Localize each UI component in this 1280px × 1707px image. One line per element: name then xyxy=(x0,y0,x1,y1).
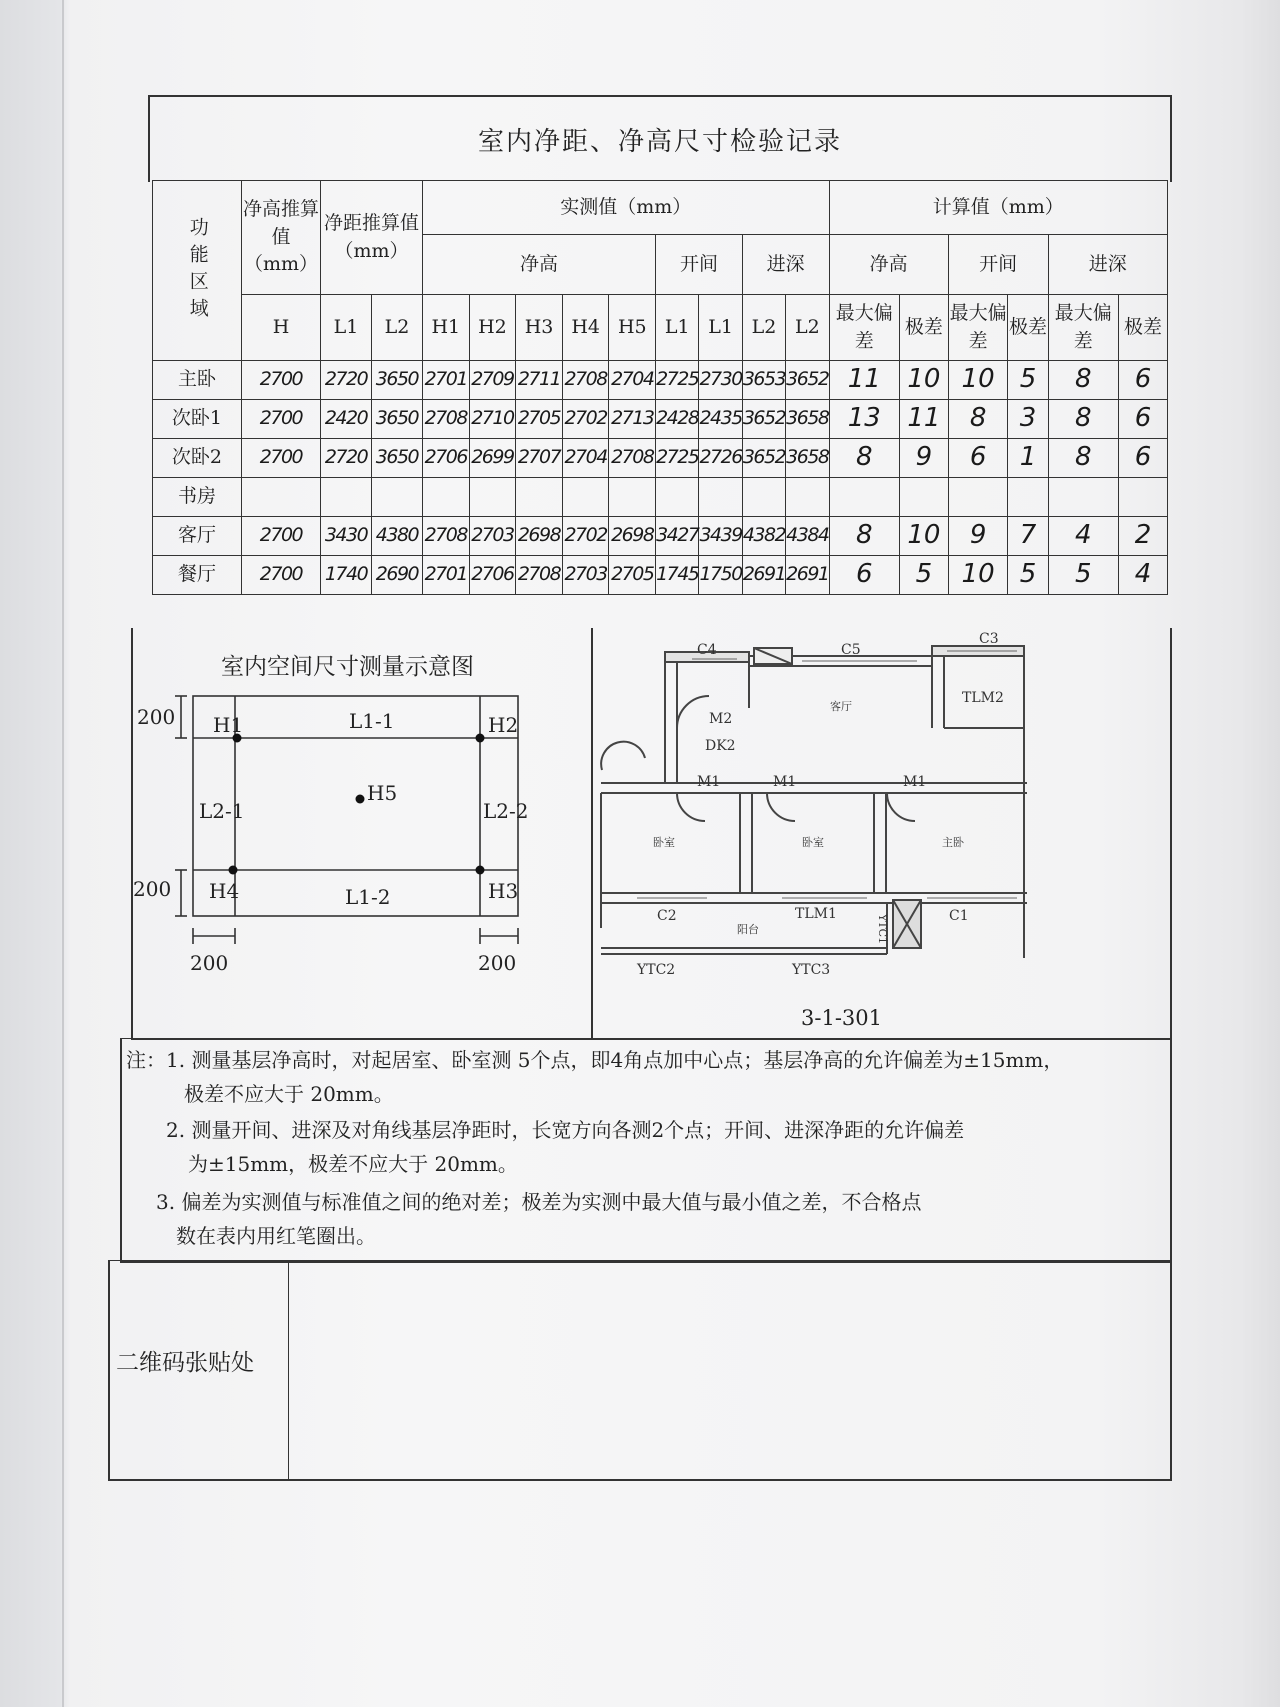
plan-m2: M2 xyxy=(709,711,733,727)
point-h2 xyxy=(476,734,485,743)
cell-dep-max: 8 xyxy=(1048,361,1118,400)
cell-nh-range: 5 xyxy=(900,556,949,595)
row-area-label: 客厅 xyxy=(153,517,242,556)
plan-c1: C1 xyxy=(949,908,969,924)
cell-dep-range: 2 xyxy=(1118,517,1167,556)
row-area-label: 书房 xyxy=(153,478,242,517)
cell-dep-range: 6 xyxy=(1118,361,1167,400)
cell-bay-max: 9 xyxy=(948,517,1008,556)
note-line-1: 注：1. 测量基层净高时，对起居室、卧室测 5个点，即4角点加中心点；基层净高的允许偏差为±15mm， xyxy=(126,1048,1064,1072)
cell-H: 2700 xyxy=(241,400,320,439)
cell-nh-range: 10 xyxy=(900,361,949,400)
plan-ytc1: YTC1 xyxy=(876,914,889,945)
cell-h4: 2702 xyxy=(562,517,609,556)
qr-label-cell xyxy=(110,1261,289,1479)
col-depth-range: 极差 xyxy=(1118,295,1167,361)
height-estimate-header: 净高推算值（mm） xyxy=(241,181,320,295)
table-row xyxy=(153,439,1168,478)
plan-m1-a: M1 xyxy=(697,774,721,790)
cell-L2: 2690 xyxy=(372,556,423,595)
note-line-6: 数在表内用红笔圈出。 xyxy=(176,1224,376,1248)
cell-m-l2a: 2691 xyxy=(742,556,785,595)
cell-bay-range: 5 xyxy=(1008,556,1048,595)
calc-bay-header: 开间 xyxy=(948,235,1048,295)
cell-dep-range: 6 xyxy=(1118,439,1167,478)
cell-nh-max: 8 xyxy=(829,517,899,556)
plan-living-room: 客厅 xyxy=(830,700,852,713)
cell-dep-max: 5 xyxy=(1048,556,1118,595)
table-row xyxy=(153,400,1168,439)
cell-bay-range: 1 xyxy=(1008,439,1048,478)
dim-bottom-a: 200 xyxy=(190,951,229,975)
cell-L2: 3650 xyxy=(372,400,423,439)
cell-H: 2700 xyxy=(241,439,320,478)
table-body xyxy=(153,361,1168,595)
cell-h5: 2698 xyxy=(609,517,656,556)
label-l1-2: L1-2 xyxy=(345,885,391,909)
cell-m-l2a: 3652 xyxy=(742,400,785,439)
col-L2: L2 xyxy=(372,295,423,361)
cell-m-l1a: 2428 xyxy=(656,400,699,439)
cell-m-l1b: 2726 xyxy=(699,439,742,478)
cell-m-l2b: 3658 xyxy=(786,439,829,478)
measurement-schematic xyxy=(133,688,583,988)
section-divider xyxy=(591,628,593,1038)
measured-header: 实测值（mm） xyxy=(422,181,829,235)
cell-bay-max: 6 xyxy=(948,439,1008,478)
inspection-sheet xyxy=(108,95,1168,1478)
col-depth-L2b: L2 xyxy=(786,295,829,361)
row-area-label: 餐厅 xyxy=(153,556,242,595)
cell-h3: 2707 xyxy=(516,439,563,478)
cell-nh-max: 6 xyxy=(829,556,899,595)
cell-m-l2b xyxy=(786,478,829,517)
col-nh-range: 极差 xyxy=(900,295,949,361)
plan-ytc3: YTC3 xyxy=(792,962,831,978)
cell-h1: 2708 xyxy=(422,517,469,556)
note-line-4: 为±15mm，极差不应大于 20mm。 xyxy=(188,1152,518,1176)
plan-balcony: 阳台 xyxy=(737,923,759,936)
cell-H: 2700 xyxy=(241,556,320,595)
label-l2-2: L2-2 xyxy=(483,799,529,823)
col-depth-max-dev: 最大偏差 xyxy=(1048,295,1118,361)
cell-H: 2700 xyxy=(241,361,320,400)
col-L1: L1 xyxy=(321,295,372,361)
cell-m-l2a: 3653 xyxy=(742,361,785,400)
cell-m-l1b: 3439 xyxy=(699,517,742,556)
label-l1-1: L1-1 xyxy=(349,709,395,733)
cell-H: 2700 xyxy=(241,517,320,556)
cell-L1: 3430 xyxy=(321,517,372,556)
cell-h2 xyxy=(469,478,516,517)
row-area-label: 次卧2 xyxy=(153,439,242,478)
cell-m-l1b xyxy=(699,478,742,517)
cell-nh-range: 9 xyxy=(900,439,949,478)
cell-bay-max: 10 xyxy=(948,361,1008,400)
measurement-table xyxy=(152,180,1168,595)
cell-h4: 2703 xyxy=(562,556,609,595)
label-h4: H4 xyxy=(209,879,240,903)
cell-nh-range: 11 xyxy=(900,400,949,439)
point-h3 xyxy=(476,866,485,875)
cell-h3: 2708 xyxy=(516,556,563,595)
calculated-header: 计算值（mm） xyxy=(829,181,1167,235)
col-bay-range: 极差 xyxy=(1008,295,1048,361)
cell-dep-max: 8 xyxy=(1048,439,1118,478)
cell-h2: 2706 xyxy=(469,556,516,595)
cell-h4: 2704 xyxy=(562,439,609,478)
label-h2: H2 xyxy=(488,713,519,737)
floor-plan-caption: 3-1-301 xyxy=(801,1006,882,1030)
table-row xyxy=(153,361,1168,400)
diagram-section xyxy=(131,628,1172,1040)
label-l2-1: L2-1 xyxy=(199,799,245,823)
cell-L2 xyxy=(372,478,423,517)
cell-m-l1b: 1750 xyxy=(699,556,742,595)
table-row xyxy=(153,556,1168,595)
plan-c2: C2 xyxy=(657,908,677,924)
dim-bottom-left: 200 xyxy=(133,877,172,901)
cell-m-l2b: 2691 xyxy=(786,556,829,595)
col-H4: H4 xyxy=(562,295,609,361)
cell-m-l2a xyxy=(742,478,785,517)
col-H3: H3 xyxy=(516,295,563,361)
cell-L2: 4380 xyxy=(372,517,423,556)
col-H1: H1 xyxy=(422,295,469,361)
document-title: 室内净距、净高尺寸检验记录 xyxy=(148,95,1172,182)
cell-nh-max: 11 xyxy=(829,361,899,400)
cell-m-l2b: 3658 xyxy=(786,400,829,439)
cell-m-l1a: 3427 xyxy=(656,517,699,556)
cell-nh-max xyxy=(829,478,899,517)
col-nh-max-dev: 最大偏差 xyxy=(829,295,899,361)
col-depth-L2a: L2 xyxy=(742,295,785,361)
cell-m-l1a xyxy=(656,478,699,517)
plan-bedroom-a: 卧室 xyxy=(653,836,675,849)
col-H5: H5 xyxy=(609,295,656,361)
binder-edge xyxy=(62,0,64,1707)
cell-dep-max: 8 xyxy=(1048,400,1118,439)
cell-L1: 2720 xyxy=(321,361,372,400)
cell-nh-max: 13 xyxy=(829,400,899,439)
cell-dep-range xyxy=(1118,478,1167,517)
label-h3: H3 xyxy=(488,879,519,903)
qr-code-area xyxy=(108,1260,1172,1481)
cell-H xyxy=(241,478,320,517)
cell-h1: 2701 xyxy=(422,556,469,595)
cell-h2: 2709 xyxy=(469,361,516,400)
cell-h1: 2701 xyxy=(422,361,469,400)
cell-h3: 2711 xyxy=(516,361,563,400)
area-header: 功能区域 xyxy=(153,181,242,361)
cell-L2: 3650 xyxy=(372,439,423,478)
cell-h2: 2710 xyxy=(469,400,516,439)
cell-m-l2a: 4382 xyxy=(742,517,785,556)
cell-h4 xyxy=(562,478,609,517)
cell-nh-max: 8 xyxy=(829,439,899,478)
notes-section xyxy=(120,1038,1172,1263)
plan-bedroom-b: 卧室 xyxy=(802,836,824,849)
plan-c5: C5 xyxy=(841,642,861,658)
col-bay-L1b: L1 xyxy=(699,295,742,361)
qr-label: 二维码张贴处 xyxy=(116,1350,254,1376)
point-h5 xyxy=(356,795,365,804)
measured-net-height-header: 净高 xyxy=(422,235,655,295)
cell-bay-range: 3 xyxy=(1008,400,1048,439)
cell-h5: 2705 xyxy=(609,556,656,595)
plan-tlm1: TLM1 xyxy=(795,906,837,922)
cell-h2: 2699 xyxy=(469,439,516,478)
cell-h5 xyxy=(609,478,656,517)
cell-h5: 2704 xyxy=(609,361,656,400)
plan-c3: C3 xyxy=(979,631,999,647)
cell-bay-range xyxy=(1008,478,1048,517)
plan-master-bedroom: 主卧 xyxy=(942,836,964,849)
plan-m1-c: M1 xyxy=(903,774,927,790)
cell-h5: 2708 xyxy=(609,439,656,478)
cell-m-l1b: 2435 xyxy=(699,400,742,439)
note-line-3: 2. 测量开间、进深及对角线基层净距时，长宽方向各测2个点；开间、进深净距的允许偏差 xyxy=(166,1118,965,1142)
cell-h3: 2698 xyxy=(516,517,563,556)
cell-L1: 2720 xyxy=(321,439,372,478)
cell-h5: 2713 xyxy=(609,400,656,439)
row-area-label: 次卧1 xyxy=(153,400,242,439)
table-row xyxy=(153,478,1168,517)
cell-m-l1a: 1745 xyxy=(656,556,699,595)
cell-h4: 2708 xyxy=(562,361,609,400)
col-H: H xyxy=(241,295,320,361)
plan-dk2: DK2 xyxy=(705,738,736,754)
cell-h4: 2702 xyxy=(562,400,609,439)
table-row xyxy=(153,517,1168,556)
row-area-label: 主卧 xyxy=(153,361,242,400)
note-line-5: 3. 偏差为实测值与标准值之间的绝对差；极差为实测中最大值与最小值之差，不合格点 xyxy=(156,1190,922,1214)
schematic-title: 室内空间尺寸测量示意图 xyxy=(221,654,474,680)
cell-bay-range: 7 xyxy=(1008,517,1048,556)
cell-h3 xyxy=(516,478,563,517)
measured-bay-header: 开间 xyxy=(656,235,743,295)
cell-h1: 2706 xyxy=(422,439,469,478)
cell-h3: 2705 xyxy=(516,400,563,439)
measured-depth-header: 进深 xyxy=(742,235,829,295)
cell-bay-range: 5 xyxy=(1008,361,1048,400)
cell-h2: 2703 xyxy=(469,517,516,556)
plan-ytc2: YTC2 xyxy=(637,962,676,978)
col-bay-max-dev: 最大偏差 xyxy=(948,295,1008,361)
cell-m-l1b: 2730 xyxy=(699,361,742,400)
calc-net-height-header: 净高 xyxy=(829,235,948,295)
distance-estimate-header: 净距推算值（mm） xyxy=(321,181,423,295)
calc-depth-header: 进深 xyxy=(1048,235,1167,295)
cell-dep-range: 4 xyxy=(1118,556,1167,595)
cell-nh-range: 10 xyxy=(900,517,949,556)
col-H2: H2 xyxy=(469,295,516,361)
cell-m-l2b: 3652 xyxy=(786,361,829,400)
cell-bay-max xyxy=(948,478,1008,517)
cell-h1 xyxy=(422,478,469,517)
cell-dep-max xyxy=(1048,478,1118,517)
cell-m-l2a: 3652 xyxy=(742,439,785,478)
cell-dep-max: 4 xyxy=(1048,517,1118,556)
label-h5: H5 xyxy=(367,781,398,805)
cell-m-l2b: 4384 xyxy=(786,517,829,556)
cell-m-l1a: 2725 xyxy=(656,439,699,478)
cell-L1: 1740 xyxy=(321,556,372,595)
plan-c4: C4 xyxy=(697,642,717,658)
col-bay-L1a: L1 xyxy=(656,295,699,361)
cell-bay-max: 10 xyxy=(948,556,1008,595)
cell-nh-range xyxy=(900,478,949,517)
plan-m1-b: M1 xyxy=(773,774,797,790)
cell-L2: 3650 xyxy=(372,361,423,400)
point-h4 xyxy=(229,866,238,875)
dim-bottom-b: 200 xyxy=(478,951,517,975)
floor-plan xyxy=(597,628,1037,978)
label-h1: H1 xyxy=(213,713,244,737)
cell-L1: 2420 xyxy=(321,400,372,439)
plan-tlm2: TLM2 xyxy=(962,690,1004,706)
cell-bay-max: 8 xyxy=(948,400,1008,439)
cell-h1: 2708 xyxy=(422,400,469,439)
cell-L1 xyxy=(321,478,372,517)
dim-top-left: 200 xyxy=(137,705,176,729)
cell-m-l1a: 2725 xyxy=(656,361,699,400)
cell-dep-range: 6 xyxy=(1118,400,1167,439)
note-line-2: 极差不应大于 20mm。 xyxy=(184,1082,394,1106)
